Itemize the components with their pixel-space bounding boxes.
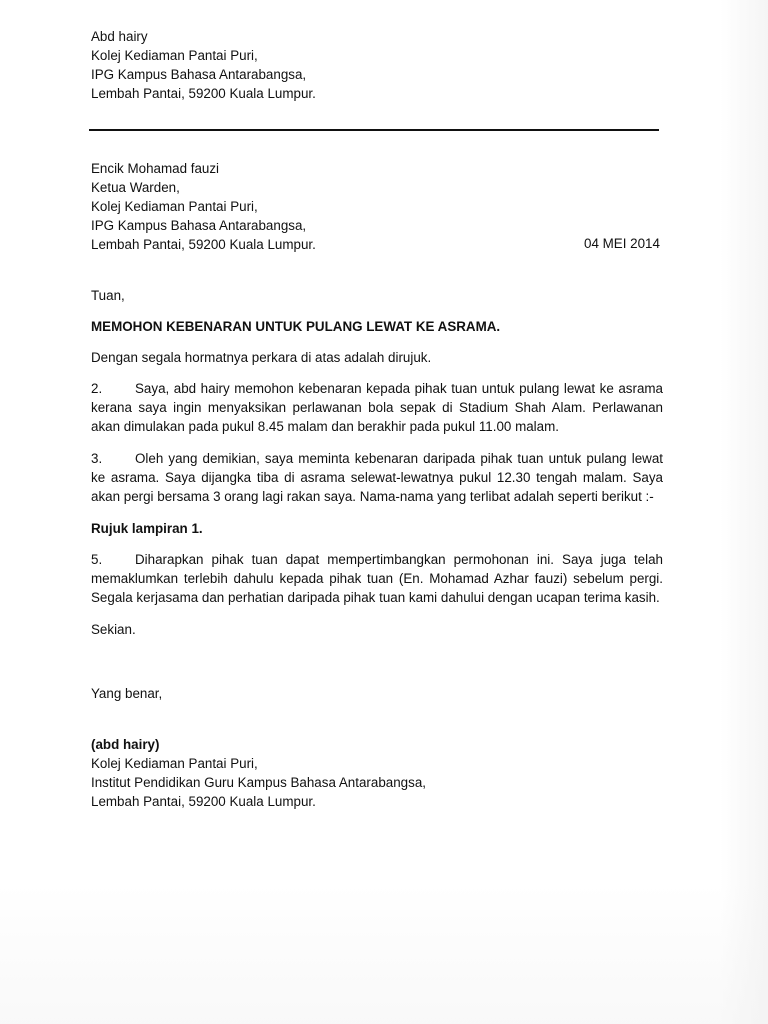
paragraph-text: Oleh yang demikian, saya meminta kebenaran daripada pihak tuan untuk pulang lewat ke asrama. Saya dijangka tiba di asrama selewat-lewatnya pukul 12.30 tengah malam. Saya akan pergi bersama 3 orang lagi rakan saya. Nama-nama yang terlibat adalah seperti berikut :-	[91, 451, 663, 504]
paragraph-text: Saya, abd hairy memohon kebenaran kepada pihak tuan untuk pulang lewat ke asrama kerana saya ingin menyaksikan perlawanan bola sepak di Stadium Shah Alam. Perlawanan akan dimulakan pada pukul 8.45 malam dan berakhir pada pukul 11.00 malam.	[91, 381, 663, 434]
recipient-address-line: Kolej Kediaman Pantai Puri,	[91, 199, 258, 214]
sender-name: Abd hairy	[91, 29, 148, 44]
sender-address-line: Lembah Pantai, 59200 Kuala Lumpur.	[91, 86, 316, 101]
recipient-name: Encik Mohamad fauzi	[91, 161, 220, 176]
signatory-name: (abd hairy)	[91, 737, 160, 752]
closing-sekian: Sekian.	[91, 622, 136, 637]
signatory-address-line: Institut Pendidikan Guru Kampus Bahasa Antarabangsa,	[91, 775, 426, 790]
paragraph-text: Diharapkan pihak tuan dapat mempertimbangkan permohonan ini. Saya juga telah memaklumkan terlebih dahulu kepada pihak tuan (En. Mohamad Azhar fauzi) sebelum pergi. Segala kerjasama dan perhatian daripada pihak tuan kami dahului dengan ucapan terima kasih.	[91, 552, 663, 605]
page-bottom-shadow	[0, 884, 768, 1024]
sender-address-line: IPG Kampus Bahasa Antarabangsa,	[91, 67, 307, 82]
signatory-address-line: Lembah Pantai, 59200 Kuala Lumpur.	[91, 794, 316, 809]
attachment-reference: Rujuk lampiran 1.	[91, 521, 203, 536]
sender-address-line: Kolej Kediaman Pantai Puri,	[91, 48, 258, 63]
paragraph-number: 3.	[91, 451, 103, 466]
intro-paragraph: Dengan segala hormatnya perkara di atas adalah dirujuk.	[91, 350, 432, 365]
signatory-address-line: Kolej Kediaman Pantai Puri,	[91, 756, 258, 771]
paragraph-number: 5.	[91, 552, 103, 567]
letter-date: 04 MEI 2014	[584, 236, 660, 251]
paragraph-5	[91, 550, 663, 607]
sender-address	[91, 27, 663, 103]
recipient-address-line: IPG Kampus Bahasa Antarabangsa,	[91, 218, 307, 233]
recipient-address	[91, 159, 663, 254]
signature-block	[91, 735, 663, 811]
paragraph-number: 2.	[91, 381, 103, 396]
salutation: Tuan,	[91, 288, 125, 303]
page-edge-shadow	[720, 0, 768, 1024]
recipient-address-line: Lembah Pantai, 59200 Kuala Lumpur.	[91, 237, 316, 252]
closing-yang-benar: Yang benar,	[91, 686, 163, 701]
header-divider	[89, 129, 659, 131]
paragraph-3	[91, 449, 663, 506]
recipient-title: Ketua Warden,	[91, 180, 180, 195]
paragraph-2	[91, 379, 663, 436]
subject-heading: MEMOHON KEBENARAN UNTUK PULANG LEWAT KE ASRAMA.	[91, 319, 501, 334]
